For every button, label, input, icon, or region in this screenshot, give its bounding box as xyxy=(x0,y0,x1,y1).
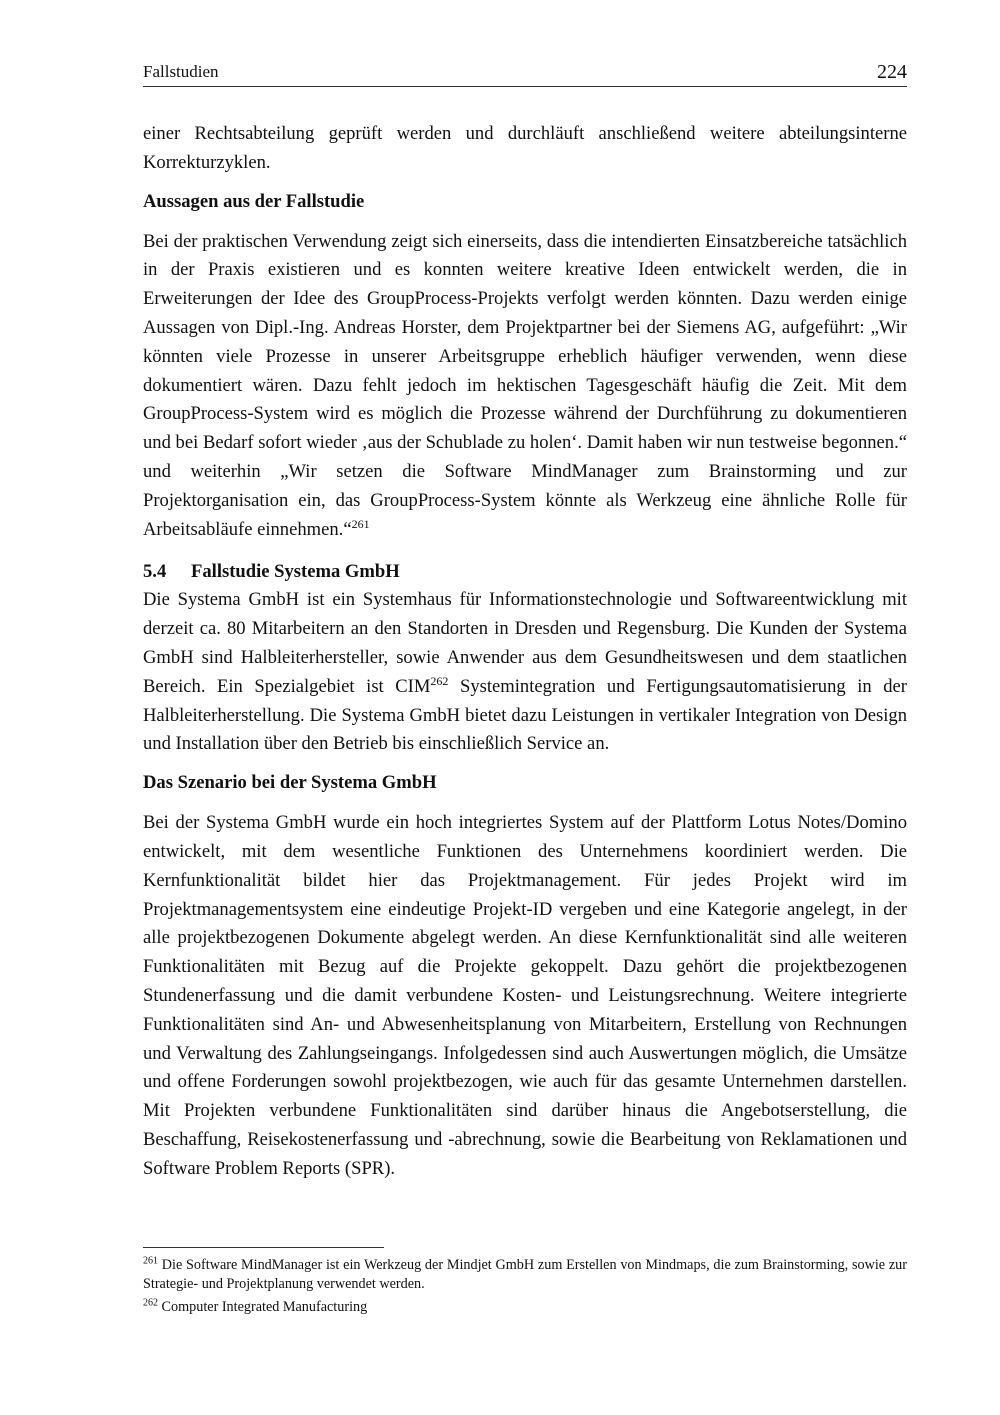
paragraph-intro: einer Rechtsabteilung geprüft werden und durchläuft anschließend weitere abteilungsinterne Korrekturzyklen. xyxy=(143,123,907,173)
footnote-mark-261: 261 xyxy=(143,1255,158,1267)
footnote-ref-262[interactable]: 262 xyxy=(430,673,449,688)
footnote-text-262: Computer Integrated Manufacturing xyxy=(161,1299,368,1315)
paragraph-aussagen-text: Bei der praktischen Verwendung zeigt sich einerseits, dass die intendierten Einsatzbereiche tatsächlich in der Praxis existieren und es konnten weitere kreative Ideen entwickelt werden, die in Erweiterungen der Idee des GroupProcess-Projekts verfolgt werden könnten. Dazu werden einige Aussagen von Dipl.-Ing. Andreas Horster, dem Projektpartner bei der Siemens AG, aufgeführt: „Wir könnten viele Prozesse in unserer Arbeitsgruppe erheblich häufiger verwenden, wenn diese dokumentiert wären. Dazu fehlt jedoch im hektischen Tagesgeschäft häufig die Zeit. Mit dem GroupProcess-System wird es möglich die Prozesse während der Durchführung zu dokumentieren und bei Bedarf sofort wieder ‚aus der Schublade zu holen‘. Damit haben wir nun testweise begonnen.“ und weiterhin „Wir setzen die Software MindManager zum Brainstorming und zur Projektorganisation ein, das GroupProcess-System könnte als Werkzeug eine ähnliche Rolle für Arbeitsabläufe einnehmen.“ xyxy=(143,230,907,540)
footnotes xyxy=(143,1256,907,1317)
footnote-mark-262: 262 xyxy=(143,1297,158,1309)
paragraph-aussagen xyxy=(143,228,907,545)
footnote-text-261: Die Software MindManager ist ein Werkzeug der Mindjet GmbH zum Erstellen von Mindmaps, die zum Brainstorming, sowie zur Strategie- und Projektplanung verwendet werden. xyxy=(143,1257,908,1292)
heading-aussagen: Aussagen aus der Fallstudie xyxy=(143,190,365,212)
paragraph-systema-text-b: Systemintegration und Fertigungsautomatisierung in der Halbleiterherstellung. Die Systema GmbH bietet dazu Leistungen in vertikaler Integration von Design und Installation über den Betrieb bis einschließlich Service an. xyxy=(143,675,908,755)
footnote-ref-261[interactable]: 261 xyxy=(351,516,370,531)
section-heading xyxy=(143,558,907,586)
header-section-title: Fallstudien xyxy=(143,62,219,81)
paragraph-systema xyxy=(143,586,907,759)
header-page-number: 224 xyxy=(877,61,907,83)
paragraph-szenario: Bei der Systema GmbH wurde ein hoch integriertes System auf der Plattform Lotus Notes/Domino entwickelt, mit dem wesentliche Funktionen des Unternehmens koordiniert werden. Die Kernfunktionalität bildet hier das Projektmanagement. Für jedes Projekt wird im Projektmanagementsystem eine eindeutige Projekt-ID vergeben und eine Kategorie angelegt, in der alle projektbezogenen Dokumente abgelegt werden. An diese Kernfunktionalität sind alle weiteren Funktionalitäten mit Bezug auf die Projekte gekoppelt. Dazu gehört die projektbezogenen Stundenerfassung und die damit verbundene Kosten- und Leistungsrechnung. Weitere integrierte Funktionalitäten sind An- und Abwesenheitsplanung von Mitarbeitern, Erstellung von Rechnungen und Verwaltung des Zahlungseingangs. Infolgedessen sind auch Auswertungen möglich, die Umsätze und offene Forderungen sowohl projektbezogen, wie auch für das gesamte Unternehmen darstellen. Mit Projekten verbundene Funktionalitäten sind darüber hinaus die Angebotserstellung, die Beschaffung, Reisekostenerfassung und -abrechnung, sowie die Bearbeitung von Reklamationen und Software Problem Reports (SPR). xyxy=(143,812,907,1179)
footnote-261 xyxy=(143,1256,907,1294)
section-number: 5.4 xyxy=(143,561,167,583)
paragraph-systema-text-a: Die Systema GmbH ist ein Systemhaus für Informationstechnologie und Softwareentwicklung mit derzeit ca. 80 Mitarbeitern an den Standorten in Dresden und Regensburg. Die Kunden der Systema GmbH sind Halbleiterhersteller, sowie Anwender aus dem Gesundheitswesen und dem staatlichen Bereich. Ein Spezialgebiet ist CIM xyxy=(143,589,907,697)
footnote-262 xyxy=(143,1298,907,1317)
main-text xyxy=(143,120,907,1184)
section-title: Fallstudie Systema GmbH xyxy=(191,561,400,583)
heading-szenario: Das Szenario bei der Systema GmbH xyxy=(143,772,437,794)
footnote-separator xyxy=(143,1247,384,1248)
running-header xyxy=(143,60,907,87)
